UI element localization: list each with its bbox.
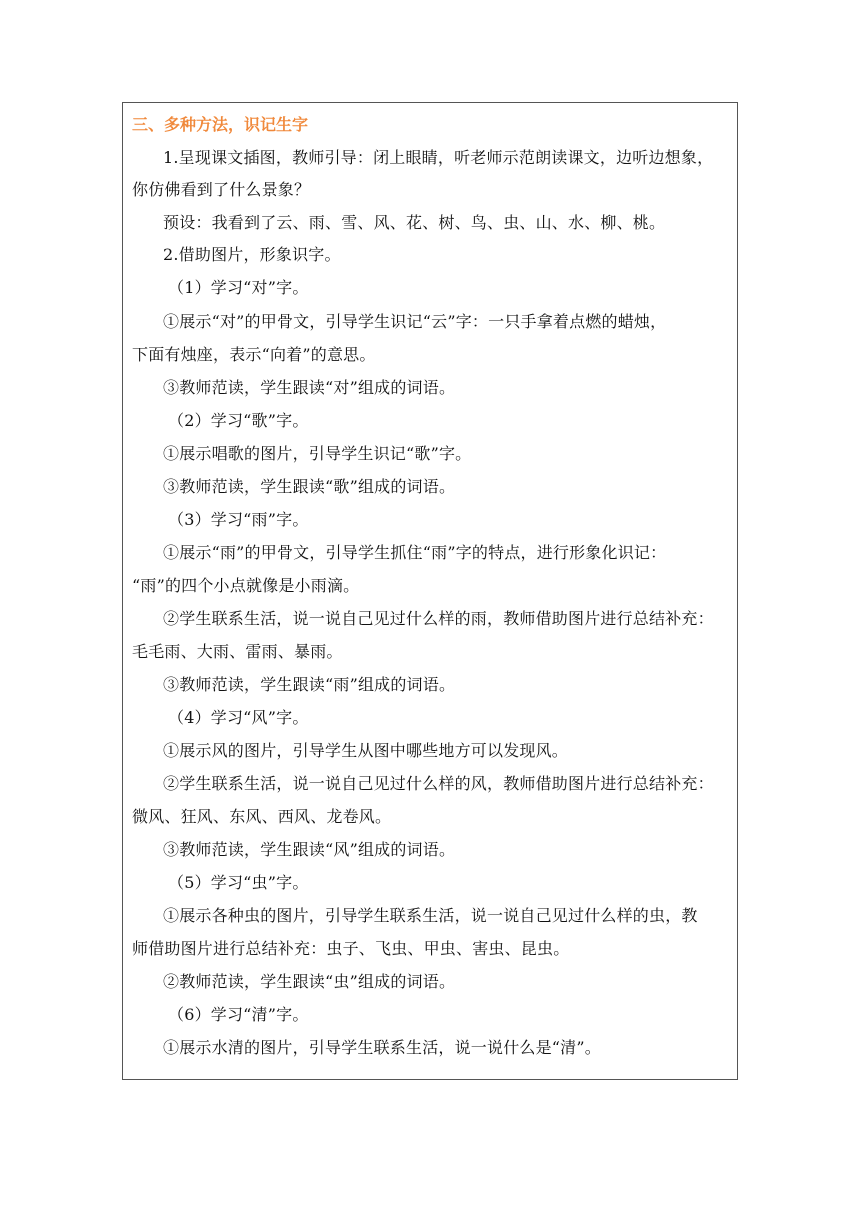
paragraph-line: ①展示“对”的甲骨文，引导学生识记“云”字：一只手拿着点燃的蜡烛， <box>163 312 667 331</box>
paragraph-line: （5）学习“虫”字。 <box>168 873 309 892</box>
paragraph-line: ③教师范读，学生跟读“对”组成的词语。 <box>163 378 456 397</box>
section-heading: 三、多种方法，识记生字 <box>132 115 309 134</box>
paragraph-line: ②学生联系生活，说一说自己见过什么样的雨，教师借助图片进行总结补充： <box>163 609 714 628</box>
lesson-table-cell <box>122 102 738 1080</box>
paragraph-line: （6）学习“清”字。 <box>168 1005 309 1024</box>
paragraph-line: ①展示各种虫的图片，引导学生联系生活，说一说自己见过什么样的虫，教 <box>163 906 698 925</box>
paragraph-line: 微风、狂风、东风、西风、龙卷风。 <box>132 807 392 826</box>
paragraph-line: ①展示“雨”的甲骨文，引导学生抓住“雨”字的特点，进行形象化识记： <box>163 543 667 562</box>
paragraph-line: 1.呈现课文插图，教师引导：闭上眼睛，听老师示范朗读课文，边听边想象， <box>163 148 714 167</box>
paragraph-line: ①展示风的图片，引导学生从图中哪些地方可以发现风。 <box>163 741 569 760</box>
paragraph-line: ③教师范读，学生跟读“歌”组成的词语。 <box>163 477 456 496</box>
paragraph-line: ①展示唱歌的图片，引导学生识记“歌”字。 <box>163 444 472 463</box>
paragraph-line: 师借助图片进行总结补充：虫子、飞虫、甲虫、害虫、昆虫。 <box>132 939 570 958</box>
paragraph-line: （3）学习“雨”字。 <box>168 510 309 529</box>
paragraph-line: “雨”的四个小点就像是小雨滴。 <box>132 576 360 595</box>
paragraph-line: ②学生联系生活，说一说自己见过什么样的风，教师借助图片进行总结补充： <box>163 774 714 793</box>
paragraph-line: （4）学习“风”字。 <box>168 708 309 727</box>
paragraph-line: 预设：我看到了云、雨、雪、风、花、树、鸟、虫、山、水、柳、桃。 <box>163 213 666 232</box>
paragraph-line: ③教师范读，学生跟读“风”组成的词语。 <box>163 840 456 859</box>
paragraph-line: 下面有烛座，表示“向着”的意思。 <box>132 345 376 364</box>
paragraph-line: 你仿佛看到了什么景象？ <box>132 180 311 199</box>
paragraph-line: 毛毛雨、大雨、雷雨、暴雨。 <box>132 642 343 661</box>
paragraph-line: 2.借助图片，形象识字。 <box>163 245 341 264</box>
paragraph-line: （1）学习“对”字。 <box>168 278 309 297</box>
paragraph-line: ③教师范读，学生跟读“雨”组成的词语。 <box>163 675 456 694</box>
paragraph-line: ①展示水清的图片，引导学生联系生活，说一说什么是“清”。 <box>163 1038 601 1057</box>
paragraph-line: （2）学习“歌”字。 <box>168 411 309 430</box>
paragraph-line: ②教师范读，学生跟读“虫”组成的词语。 <box>163 972 456 991</box>
